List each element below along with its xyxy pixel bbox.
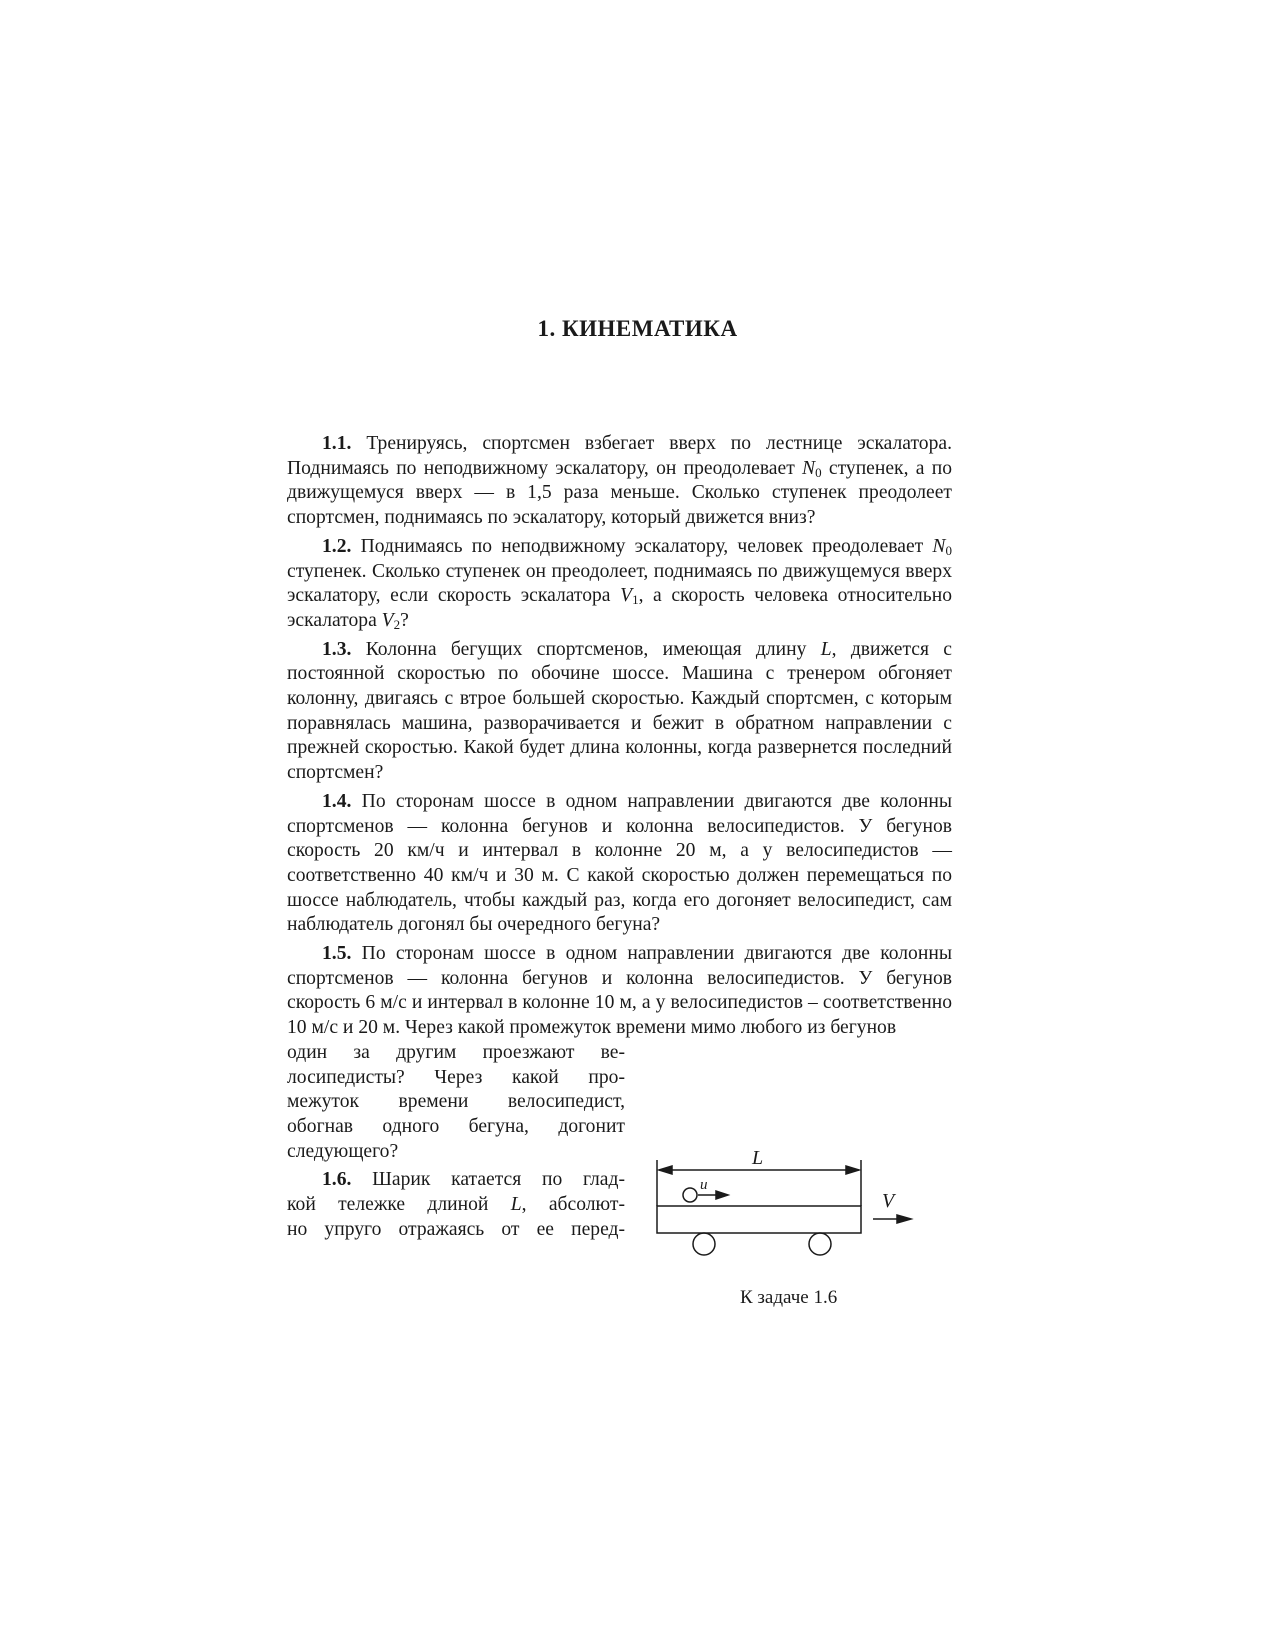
label-u: u [700, 1177, 708, 1193]
cart-figure [650, 1141, 940, 1311]
problem-1-2: 1.2. Поднимаясь по неподвижному эскалатору, человек преодолевает $N_0$ ступенек. Сколько ступенек он преодолеет, поднимаясь по движущемуся вверх эскалатору, если скорость эскалатора $V_1$, а скорость человека относительно эскалатора $V_2$? [287, 535, 952, 632]
ball [683, 1188, 697, 1202]
wheel-left [693, 1233, 715, 1255]
cart-body [657, 1206, 861, 1233]
problem-1-6: 1.6. Шарик катается по глад- кой тележке длиной L, абсолют- но упруго отражаясь от ее перед- [287, 1169, 625, 1240]
problem-number: 1.1. [322, 433, 352, 454]
problem-number: 1.5. [322, 943, 352, 965]
cart-velocity-arrowhead [897, 1215, 911, 1223]
label-L: L [752, 1147, 764, 1169]
chapter-title: 1. КИНЕМАТИКА [537, 316, 738, 341]
problem-1-4: 1.4. По сторонам шоссе в одном направлении двигаются две колонны спортсменов — колонна бегунов и колонна велосипедистов. У бегунов скорость 20 км/ч и интервал в колонне 20 м, а у велосипедистов — соответственно 40 км/ч и 30 м. С какой скоростью должен перемещаться по шоссе наблюдатель, чтобы каждый раз, когда его догоняет велосипедист, сам наблюдатель догонял бы очередного бегуна? [287, 790, 952, 936]
problem-1-1: 1.1. Тренируясь, спортсмен взбегает вверх по лестнице эскалатора. Поднимаясь по неподвижному эскалатору, он преодолевает $N_0$ ступенек, а по движущемуся вверх — в 1,5 раза меньше. Сколько ступенек преодолеет спортсмен, поднимаясь по эскалатору, который движется вниз? [287, 433, 952, 529]
problem-number: 1.4. [322, 790, 352, 812]
problem-number: 1.2. [322, 535, 352, 557]
problem-1-5-continued: один за другим проезжают ве- лосипедисты? Через какой про- межуток времени велосипедист, обогнав одного бегуна, догонит следующего? [287, 1041, 625, 1162]
problem-1-5: 1.5. По сторонам шоссе в одном направлении двигаются две колонны спортсменов — колонна бегунов и колонна велосипедистов. У бегунов скорость 6 м/с и интервал в колонне 10 м, а у велосипедистов – соответственно 10 м/с и 20 м. Через какой промежуток времени мимо любого из бегунов [287, 943, 952, 1039]
wheel-right [809, 1233, 831, 1255]
problem-number: 1.6. [322, 1169, 352, 1191]
label-V: V [882, 1190, 895, 1212]
problem-1-3: 1.3. Колонна бегущих спортсменов, имеющая длину L, движется с постоянной скоростью по обочине шоссе. Машина с тренером обгоняет колонну, двигаясь с втрое большей скоростью. Каждый спортсмен, с которым поравнялась машина, разворачивается и бежит в обратном направлении с прежней скоростью. Какой будет длина колонны, когда развернется последний спортсмен? [287, 638, 952, 784]
ball-velocity-arrowhead [716, 1191, 728, 1199]
problems-column [287, 432, 952, 1243]
dimension-arrow-right [846, 1166, 859, 1174]
figure-caption: К задаче 1.6 [740, 1287, 838, 1308]
dimension-arrow-left [659, 1166, 672, 1174]
problem-number: 1.3. [322, 638, 352, 660]
